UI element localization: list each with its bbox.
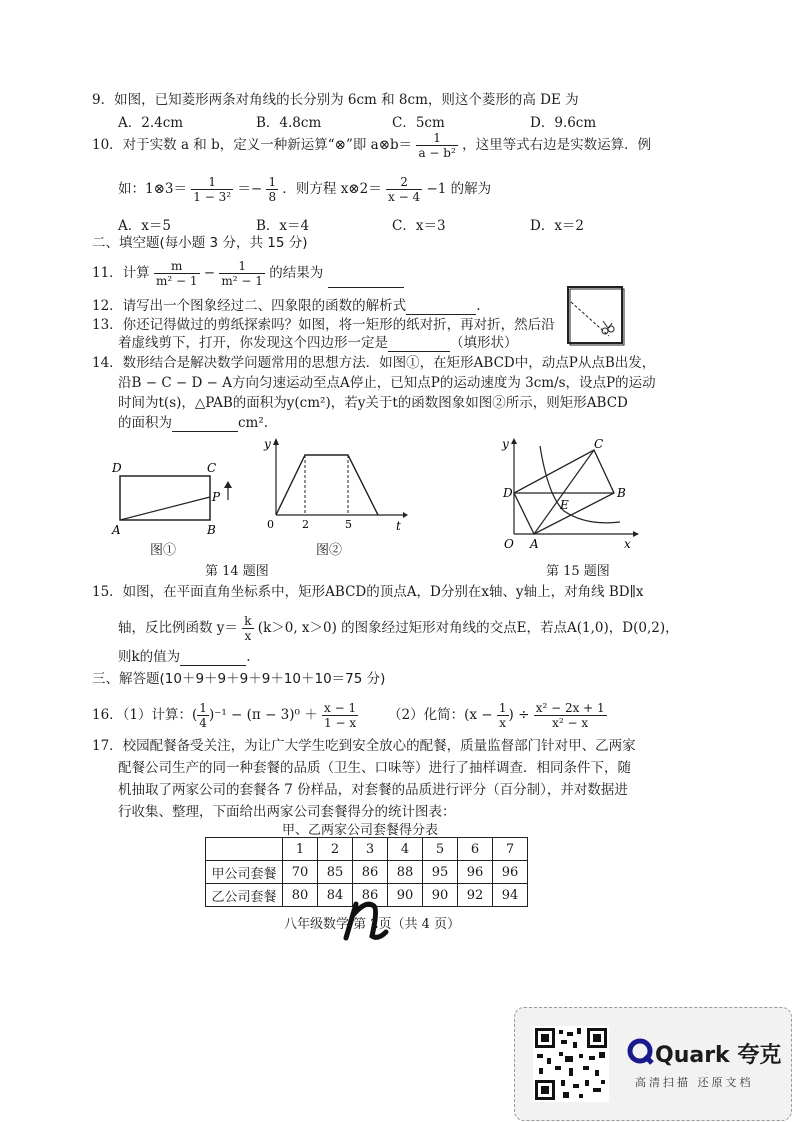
q16-fraction-3: $\frac{1}{x}$ <box>498 701 507 730</box>
fig1-label-d: D <box>112 461 122 475</box>
section-2-heading: 二、填空题(每小题 3 分，共 15 分) <box>92 235 308 251</box>
q10-example-c: ．则方程 x⊗2＝ <box>282 181 382 197</box>
q14-text-a: 的面积为 <box>118 415 172 431</box>
q14-unit: cm². <box>238 415 269 431</box>
q10-option-a: A．x＝5 <box>118 218 171 234</box>
table-header-cell: 5 <box>423 838 458 861</box>
q9-option-d: D．9.6cm <box>530 115 597 131</box>
q12-end: . <box>476 298 481 314</box>
q12 <box>92 297 480 315</box>
figure-15 <box>496 436 646 556</box>
q14-line1: 14．数形结合是解决数学问题常用的思想方法．如图①，在矩形ABCD中，动点P从点B出发， <box>92 355 656 371</box>
figure-15-caption: 第 15 题图 <box>546 564 610 579</box>
table-header-cell: 2 <box>318 838 353 861</box>
table-row <box>206 861 528 884</box>
q10-text-b: ，这里等式右边是实数运算．例 <box>462 137 652 153</box>
q17-line3: 机抽取了两家公司的套餐各 7 份样品，对套餐的品质进行评分（百分制），并对数据进 <box>118 782 628 798</box>
fig15-label-b: B <box>617 486 626 500</box>
fig2-axis-y: y <box>264 437 271 451</box>
fig1-label-p: P <box>212 490 221 504</box>
quark-watermark <box>514 1007 792 1121</box>
q9-option-a: A．2.4cm <box>118 115 184 131</box>
table-cell: 80 <box>283 884 318 907</box>
q9-option-c: C．5cm <box>392 115 445 131</box>
table-cell: 86 <box>353 884 388 907</box>
fig15-label-o: O <box>504 537 514 551</box>
fig15-axis-x: x <box>624 537 631 551</box>
fig1-label-a: A <box>112 523 121 537</box>
q13-answer-blank <box>388 337 450 352</box>
figure-14-2 <box>258 435 408 535</box>
q14-line2: 沿B − C − D − A方向匀速运动至点A停止，已知点P的运动速度为 3cm/s，设点P的运动 <box>118 375 656 391</box>
quark-logo-icon <box>627 1038 655 1066</box>
q17-line1: 17．校园配餐备受关注，为让广大学生吃到安全放心的配餐，质量监督部门针对甲、乙两家 <box>92 738 636 754</box>
q17-line2: 配餐公司生产的同一种套餐的品质（卫生、口味等）进行了抽样调查．相同条件下，随 <box>118 760 631 776</box>
q11-minus: − <box>203 265 216 281</box>
q10-example-b: ＝− <box>237 181 263 197</box>
fig1-label-b: B <box>207 523 216 537</box>
q16-part2 <box>388 701 607 730</box>
table-header-cell: 4 <box>388 838 423 861</box>
handwritten-n-mark <box>342 896 392 944</box>
table-cell: 96 <box>458 861 493 884</box>
q11 <box>92 259 404 288</box>
fig15-label-c: C <box>594 437 604 451</box>
figure-14-1 <box>108 455 238 545</box>
q10-option-b: B．x＝4 <box>256 218 310 234</box>
q15-text-b: (k＞0, x＞0) 的图象经过矩形对角线的交点E，若点A(1,0)，D(0,2)， <box>257 620 679 636</box>
table-header-row <box>206 838 528 861</box>
table-cell: 85 <box>318 861 353 884</box>
table-header-cell: 1 <box>283 838 318 861</box>
paper-cut-figure <box>565 284 627 350</box>
table-cell: 90 <box>423 884 458 907</box>
table-cell: 88 <box>388 861 423 884</box>
table-header-cell: 6 <box>458 838 493 861</box>
q15-line1: 15．如图，在平面直角坐标系中，矩形ABCD的顶点A，D分别在x轴、y轴上，对角线 BD∥x <box>92 584 644 600</box>
q15-answer-blank <box>180 651 246 666</box>
q15-text-a: 轴，反比例函数 y＝ <box>118 620 238 636</box>
fig2-axis-t: t <box>396 519 401 533</box>
figure-14-caption: 第 14 题图 <box>205 564 269 579</box>
qr-code-icon <box>533 1026 609 1102</box>
q10-fraction-ex2: $\frac{1}{8}$ <box>268 175 277 204</box>
q10-option-d: D．x＝2 <box>530 218 585 234</box>
q14-line3: 时间为t(s)，△PAB的面积为y(cm²)，若y关于t的函数图象如图②所示，则矩形ABCD <box>118 395 628 411</box>
table-cell: 86 <box>353 861 388 884</box>
q14-answer-blank <box>172 417 238 432</box>
table-cell: 96 <box>493 861 528 884</box>
q10-text-a: 10．对于实数 a 和 b，定义一种新运算“⊗”即 a⊗b＝ <box>92 137 413 153</box>
table-cell: 84 <box>318 884 353 907</box>
q14-line4 <box>118 414 268 432</box>
q10-option-c: C．x＝3 <box>392 218 446 234</box>
q11-answer-blank <box>328 273 404 288</box>
q10-example-d: −1 的解为 <box>426 181 492 197</box>
fig1-label-c: C <box>207 461 217 475</box>
q17-line4: 行收集、整理，下面给出两家公司套餐得分的统计图表： <box>118 804 456 820</box>
q10-fraction-def: $\frac{1}{\text{a − b²}}$ <box>418 131 456 160</box>
table-header-cell: 7 <box>493 838 528 861</box>
q13-hint: （填形状） <box>450 335 518 351</box>
q15-text-c: 则k的值为 <box>118 649 181 665</box>
fig15-axis-y: y <box>502 437 509 451</box>
table-cell: 95 <box>423 861 458 884</box>
q16-text-d: ) ÷ <box>508 707 530 723</box>
q16-fraction-2: $\frac{x - 1}{1 - x}$ <box>324 701 357 730</box>
table-cell: 90 <box>388 884 423 907</box>
q11-fraction-1: $\frac{m}{\text{m² − 1}}$ <box>155 259 198 288</box>
q16-text-b: )⁻¹ − (π − 3)⁰ ＋ <box>208 707 318 723</box>
q11-text-a: 11．计算 <box>92 265 150 281</box>
quark-brand-name: Quark 夸克 <box>655 1043 782 1068</box>
fig2-tick-2: 2 <box>302 518 309 531</box>
fig2-origin: 0 <box>267 518 274 531</box>
q15-line3 <box>118 648 250 666</box>
fig1-caption: 图① <box>150 543 177 558</box>
q16-part1 <box>92 701 358 730</box>
q15-fraction: $\frac{k}{x}$ <box>244 614 252 643</box>
q10-fraction-eq: $\frac{2}{x - 4}$ <box>388 175 421 204</box>
q9-stem: 9．如图，已知菱形两条对角线的长分别为 6cm 和 8cm，则这个菱形的高 DE 为 <box>92 92 579 108</box>
q15-line2 <box>118 614 679 643</box>
table-cell: 甲公司套餐 <box>206 861 283 884</box>
fig15-label-d: D <box>503 486 513 500</box>
q12-answer-blank <box>406 300 476 315</box>
q13-text: 着虚线剪下，打开，你发现这个四边形一定是 <box>118 335 388 351</box>
q10-line2 <box>118 175 491 204</box>
q9-option-b: B．4.8cm <box>256 115 322 131</box>
q16-fraction-4: $\frac{\text{x² − 2x + 1}}{\text{x² − x}}$ <box>535 701 605 730</box>
table-cell: 94 <box>493 884 528 907</box>
q11-text-b: 的结果为 <box>269 265 324 281</box>
fig15-label-e: E <box>560 498 569 512</box>
table-header-cell <box>206 838 283 861</box>
table-title: 甲、乙两家公司套餐得分表 <box>282 823 439 838</box>
q10-fraction-ex1: $\frac{1}{\text{1 − 3²}}$ <box>193 175 232 204</box>
table-cell: 70 <box>283 861 318 884</box>
q16-text-c: （2）化简：(x − <box>388 707 493 723</box>
table-cell: 乙公司套餐 <box>206 884 283 907</box>
q13-line2 <box>118 334 518 352</box>
page-footer: 八年级数学 第 2页（共 4 页） <box>284 917 461 932</box>
fig15-label-a: A <box>530 537 539 551</box>
quark-tagline: 高清扫描 还原文档 <box>635 1076 754 1089</box>
q15-end: . <box>246 649 251 665</box>
q16-fraction-1: $\frac{1}{4}$ <box>199 701 207 730</box>
table-header-cell: 3 <box>353 838 388 861</box>
section-3-heading: 三、解答题(10＋9＋9＋9＋9＋10＋10＝75 分) <box>92 671 386 687</box>
q12-text: 12．请写出一个图象经过二、四象限的函数的解析式 <box>92 298 407 314</box>
q16-text-a: 16．（1）计算：( <box>92 707 198 723</box>
table-cell: 92 <box>458 884 493 907</box>
fig2-tick-5: 5 <box>345 518 352 531</box>
q11-fraction-2: $\frac{1}{\text{m² − 1}}$ <box>221 259 263 288</box>
q13-line1: 13．你还记得做过的剪纸探索吗？如图，将一矩形的纸对折，再对折，然后沿 <box>92 317 555 333</box>
fig2-caption: 图② <box>316 543 343 558</box>
q10-example-a: 如：1⊗3＝ <box>118 181 187 197</box>
q10-line1 <box>92 131 651 160</box>
